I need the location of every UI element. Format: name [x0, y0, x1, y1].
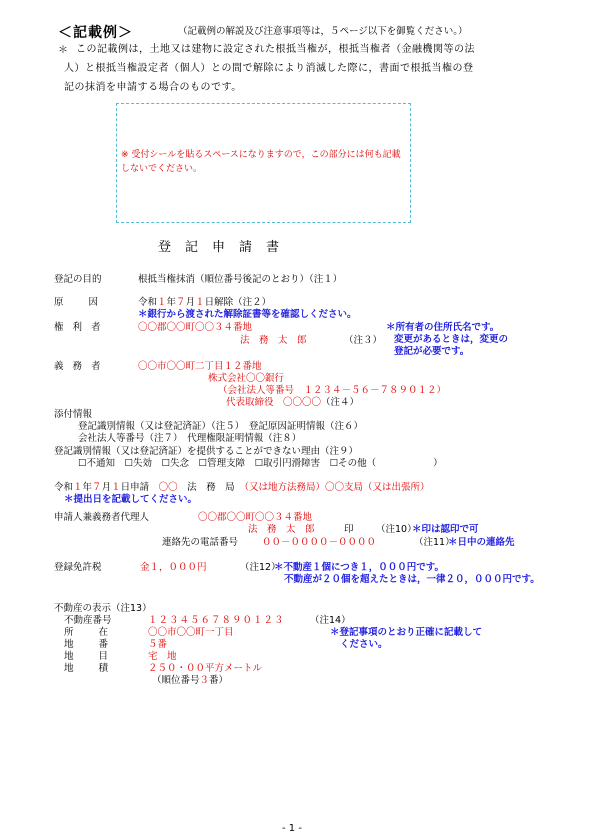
- apply-era: 令和: [54, 482, 74, 493]
- attachments-line-2: 会社法人等番号（注７） 代理権限証明情報（注８）: [78, 433, 302, 444]
- rank-value: ３: [199, 675, 210, 686]
- cause-day: １: [195, 297, 205, 308]
- reception-notice: [121, 148, 406, 176]
- purpose-label: 登記の目的: [54, 274, 102, 285]
- intro-line-1: この記載例は，土地又は建物に設定された根抵当権が，根抵当権者（金融機関等の法: [76, 44, 475, 55]
- lot-value: ５番: [148, 639, 168, 650]
- property-number-label: 不動産番号: [64, 615, 112, 626]
- property-number-note: （注14）: [310, 615, 351, 626]
- applicant-seal-comment: ＊印は認印で可: [412, 524, 479, 535]
- reason-options: ☐不通知 ☐失効 ☐失念 ☐管理支障 ☐取引円滑障害 ☐その他（ ）: [78, 458, 443, 469]
- application-date-comment: ＊提出日を記載してください。: [64, 494, 198, 505]
- right-holder-comment-1: ＊所有者の住所氏名です。: [386, 322, 500, 333]
- obligor-corp-number-value: １２３４－５６－７８９０１２）: [303, 385, 447, 396]
- apply-month: ７: [92, 482, 102, 493]
- applicant-address: 〇〇郡〇〇町〇〇３４番地: [198, 512, 313, 523]
- attachments-label: 添付情報: [54, 409, 93, 420]
- obligor-corp-number-label: （会社法人等番号: [218, 385, 295, 396]
- right-holder-label: 権 利 者: [54, 322, 104, 333]
- right-holder-comment-3: 登記が必要です。: [394, 346, 470, 357]
- application-date-line: [54, 482, 429, 494]
- apply-day-unit: 日申請: [120, 482, 150, 493]
- property-comment-2: ください。: [340, 639, 388, 650]
- apply-year: １: [73, 482, 83, 493]
- area-value: ２５０・００平方メートル: [148, 663, 263, 674]
- property-label: 不動産の表示（注13）: [54, 603, 152, 614]
- right-holder-address: 〇〇郡〇〇町〇〇３４番地: [138, 322, 253, 333]
- tax-comment-2: 不動産が２０個を超えたときは，一律２０，０００円です。: [284, 574, 540, 585]
- header-note: （記載例の解説及び注意事項等は，５ページ以下を御覧ください。）: [178, 26, 468, 37]
- attachments-line-1: 登記識別情報（又は登記済証）（注５） 登記原因証明情報（注６）: [78, 421, 364, 432]
- tax-comment-1: ＊不動産１個につき１，０００円です。: [274, 562, 445, 573]
- phone-comment: ＊日中の連絡先: [448, 537, 515, 548]
- applicant-label: 申請人兼義務者代理人: [54, 512, 150, 523]
- property-comment-1: ＊登記事項のとおり正確に記載して: [330, 627, 483, 638]
- cause-label: 原 因: [54, 297, 101, 308]
- lot-label: 地 番: [64, 639, 111, 650]
- apply-month-unit: 月: [101, 482, 112, 493]
- phone-note: （注11）: [414, 537, 455, 548]
- branch-name: 〇〇支局: [324, 482, 363, 493]
- cause-note: （注２）: [233, 297, 272, 308]
- intro-bullet: ＊: [58, 45, 68, 56]
- location-value: 〇〇市〇〇町一丁目: [148, 627, 234, 638]
- obligor-note: （注４）: [321, 397, 360, 408]
- reception-seal-area: [116, 103, 411, 223]
- obligor-label: 義 務 者: [54, 361, 104, 372]
- cause-year: １: [157, 297, 167, 308]
- property-number: １２３４５６７８９０１２３: [148, 615, 285, 626]
- tax-note: （注12）: [240, 562, 281, 573]
- obligor-rep-name: 〇〇〇〇: [283, 397, 322, 408]
- category-value: 宅 地: [148, 651, 177, 662]
- apply-day: １: [111, 482, 121, 493]
- right-holder-name: 法 務 太 郎: [240, 335, 307, 346]
- intro-line-3: 記の抹消を申請する場合のものです。: [64, 82, 242, 93]
- page-heading: ＜記載例＞: [58, 25, 133, 41]
- location-label: 所 在: [64, 627, 111, 638]
- cause-month-unit: 月: [185, 297, 196, 308]
- bureau-word: 法 務 局: [187, 482, 235, 493]
- purpose-value: 根抵当権抹消（順位番号後記のとおり）（注１）: [138, 274, 343, 285]
- cause-era: 令和: [138, 297, 158, 308]
- phone-label: 連絡先の電話番号: [162, 537, 239, 548]
- page-number: - 1 -: [282, 823, 302, 834]
- rank-close: 番）: [209, 675, 229, 686]
- intro-line-2: 人）と根抵当権設定者（個人）との間で解除により消滅した際に，書面で根抵当権の登: [64, 63, 474, 74]
- document-title: 登記申請書: [158, 240, 294, 255]
- obligor-corp-number: [218, 385, 446, 397]
- right-holder-comment-2: 変更があるときは，変更の: [394, 334, 509, 345]
- applicant-seal: 印: [344, 524, 354, 535]
- obligor-rep-label: 代表取締役: [226, 397, 274, 408]
- obligor-company: 株式会社〇〇銀行: [208, 373, 285, 384]
- phone-number: ００－００００－００００: [262, 537, 377, 548]
- bureau-alt: （又は地方法務局）: [244, 482, 325, 493]
- reason-label: 登記識別情報（又は登記済証）を提供することができない理由（注９）: [54, 446, 359, 457]
- obligor-representative: [226, 397, 359, 409]
- branch-alt: （又は出張所）: [362, 482, 430, 493]
- apply-year-unit: 年: [82, 482, 93, 493]
- area-label: 地 積: [64, 663, 111, 674]
- cause-comment: ＊銀行から渡された解除証書等を確認しください。: [138, 309, 357, 320]
- tax-amount: 金１，０００円: [140, 562, 207, 573]
- cause-value: [138, 297, 271, 309]
- tax-label: 登録免許税: [54, 562, 102, 573]
- bureau-prefix: 〇〇: [158, 482, 178, 493]
- obligor-address: 〇〇市〇〇町二丁目１２番地: [138, 361, 262, 372]
- cause-month: ７: [176, 297, 186, 308]
- reception-notice-line-2: しないでください。: [121, 164, 203, 174]
- rank-number: [152, 675, 228, 687]
- right-holder-note: （注３）: [344, 335, 383, 346]
- category-label: 地 目: [64, 651, 111, 662]
- cause-day-unit: 日解除: [204, 297, 234, 308]
- rank-open: （順位番号: [152, 675, 200, 686]
- applicant-seal-note: （注10）: [376, 524, 417, 535]
- cause-year-unit: 年: [166, 297, 177, 308]
- applicant-name: 法 務 太 郎: [248, 524, 315, 535]
- reception-notice-line-1: ※ 受付シールを貼るスペースになりますので，この部分には何も記載: [121, 150, 401, 160]
